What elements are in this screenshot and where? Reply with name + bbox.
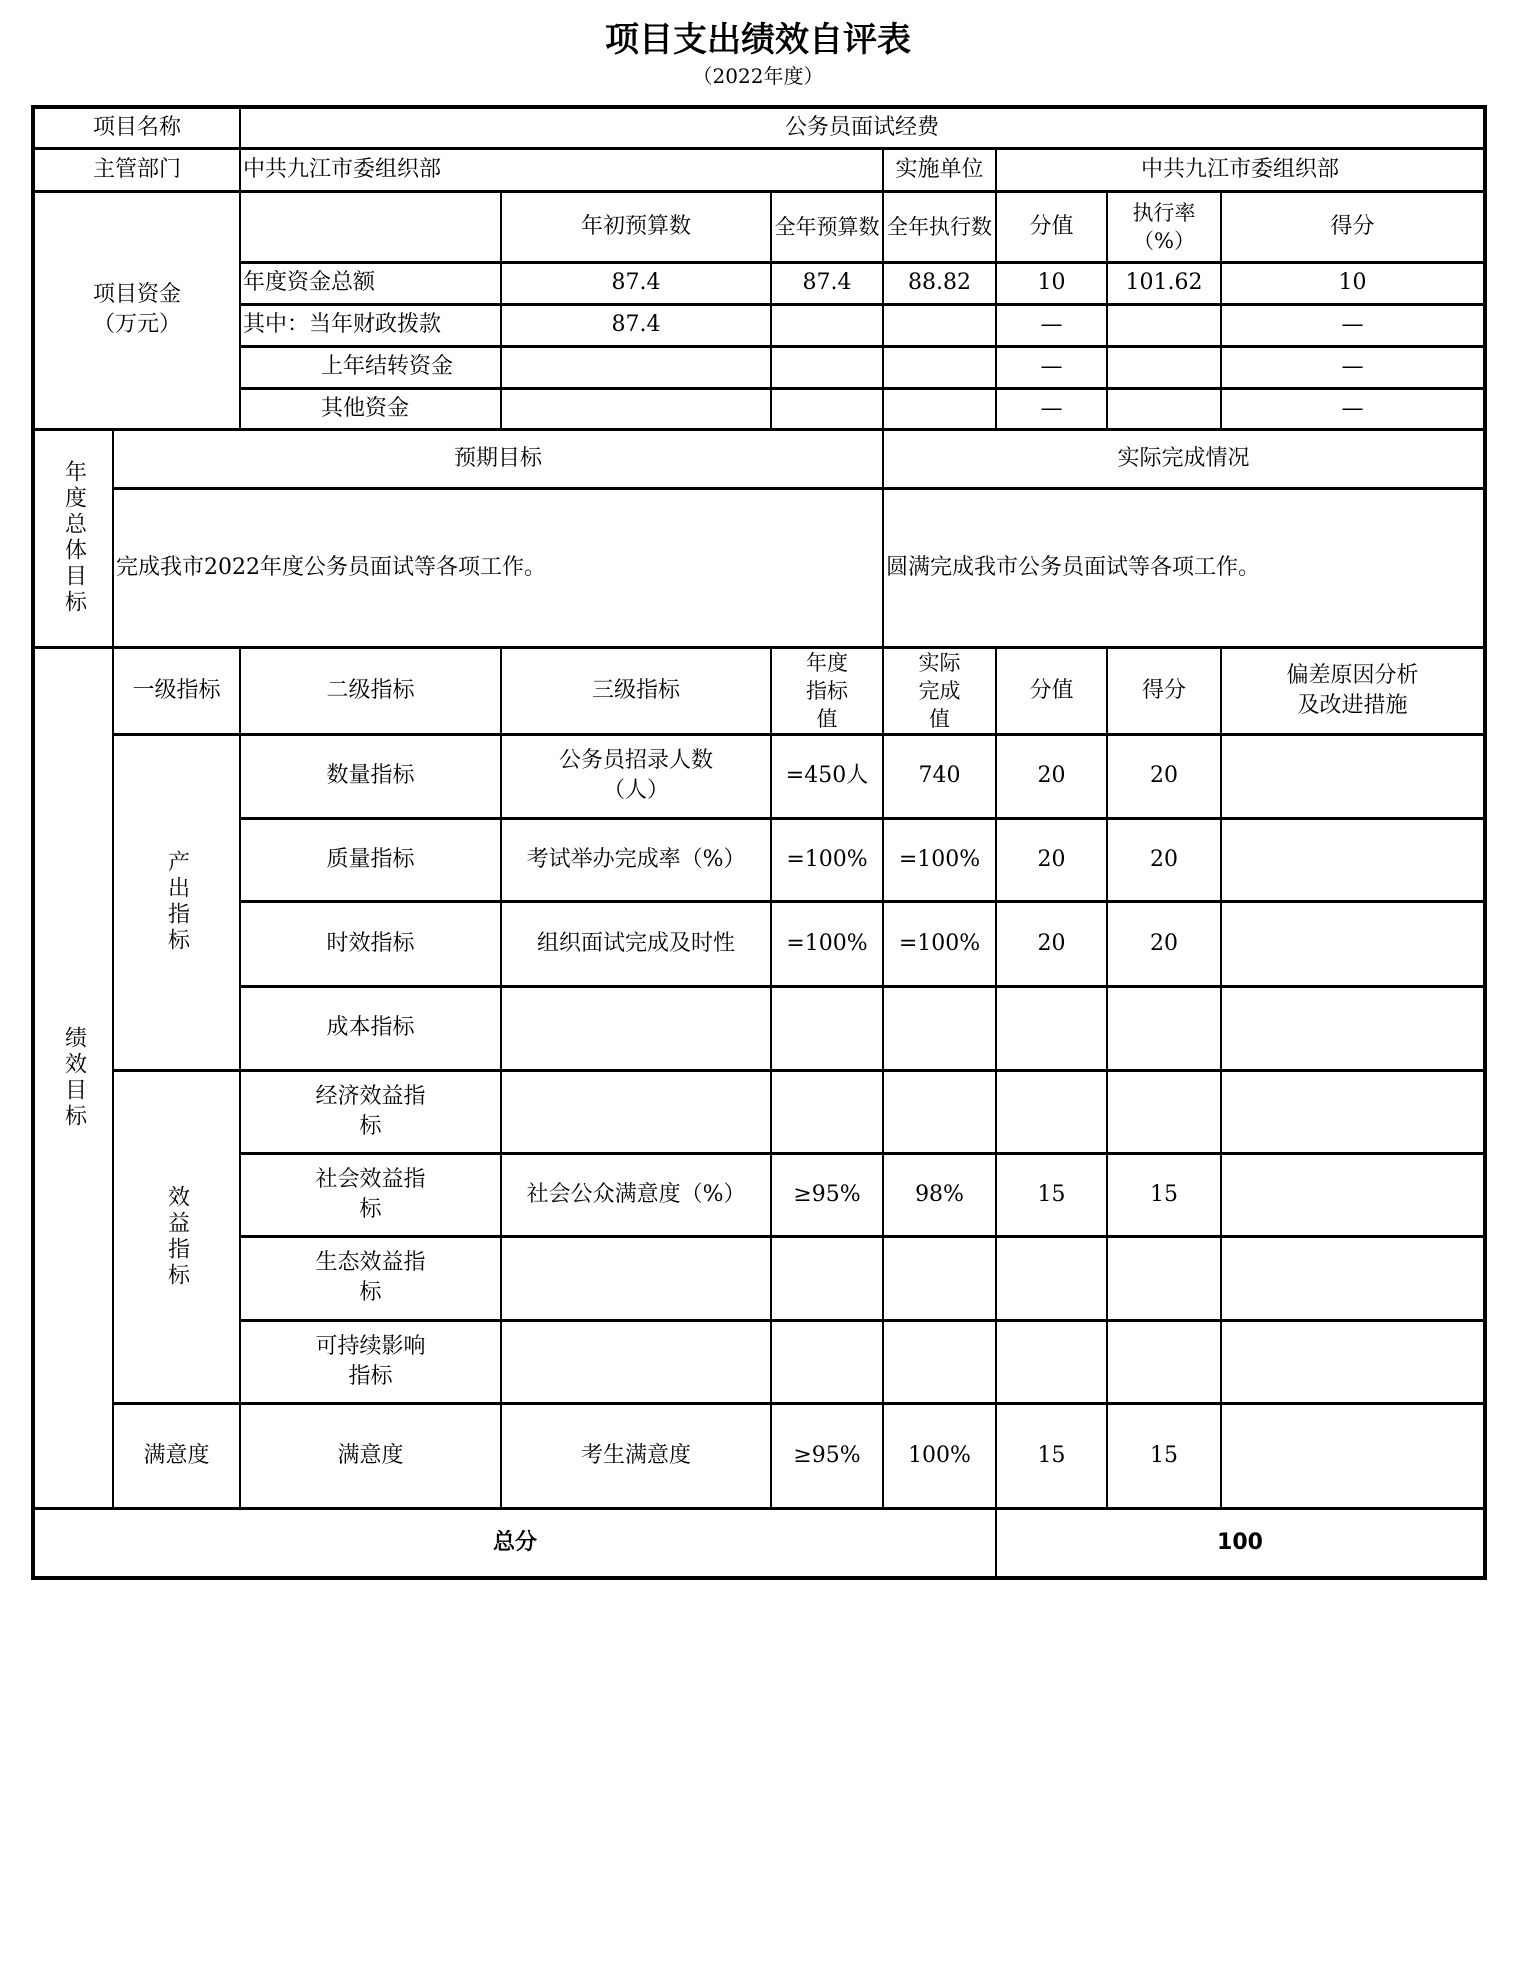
funds-executed: 88.82 (883, 262, 996, 304)
page-subtitle: （2022年度） (692, 64, 824, 88)
indicator-score: 15 (1107, 1403, 1221, 1508)
funds-score: — (1221, 346, 1485, 388)
funds-executed (883, 388, 996, 429)
funds-header: 得分 (1221, 191, 1485, 262)
funds-header: 执行率（%） (1107, 191, 1221, 262)
level3-text: 社会公众满意度（%） (526, 1181, 746, 1207)
funds-row-name: 其他资金 (240, 388, 501, 429)
total-value: 100 (996, 1508, 1485, 1578)
indicator-score (1107, 1236, 1221, 1320)
level2-indicator (240, 1320, 501, 1403)
level2-text: 社会效益指标 (315, 1166, 426, 1222)
level2-indicator (240, 1403, 501, 1508)
performance-header: 一级指标 (113, 647, 240, 734)
level2-indicator (240, 734, 501, 818)
indicator-score (1107, 1070, 1221, 1153)
indicator-deviation (1221, 1403, 1485, 1508)
indicator-target (771, 1070, 883, 1153)
level1-indicator: 产出指标 (113, 734, 240, 1070)
level3-text: 公务员招录人数（人） (559, 748, 714, 803)
level3-indicator (501, 818, 771, 901)
funds-rate: 101.62 (1107, 262, 1221, 304)
indicator-row (33, 1320, 1485, 1403)
indicator-score-value: 20 (996, 734, 1107, 818)
project-name-row (33, 107, 1485, 148)
funds-header: 年初预算数 (501, 191, 771, 262)
level3-indicator (501, 734, 771, 818)
indicator-actual (883, 986, 996, 1070)
funds-score: — (1221, 304, 1485, 346)
funds-initial: 87.4 (501, 262, 771, 304)
performance-header (771, 647, 883, 734)
funds-score-value: — (996, 304, 1107, 346)
indicator-target: ≥95% (771, 1403, 883, 1508)
blank-cell (240, 191, 501, 262)
level2-text: 质量指标 (326, 846, 415, 872)
level2-indicator (240, 986, 501, 1070)
indicator-row (33, 1403, 1485, 1508)
funds-header-row (33, 191, 1485, 262)
impl-label: 实施单位 (883, 148, 996, 191)
level2-indicator (240, 818, 501, 901)
actual-goal-label: 实际完成情况 (883, 429, 1485, 488)
indicator-deviation (1221, 1070, 1485, 1153)
funds-initial: 87.4 (501, 304, 771, 346)
funds-score: 10 (1221, 262, 1485, 304)
indicator-score (1107, 1320, 1221, 1403)
level3-indicator (501, 986, 771, 1070)
funds-initial (501, 388, 771, 429)
funds-rate (1107, 388, 1221, 429)
dept-value: 中共九江市委组织部 (240, 148, 883, 191)
expected-goal-text: 完成我市2022年度公务员面试等各项工作。 (113, 488, 883, 647)
indicator-target (771, 986, 883, 1070)
indicator-target: =450人 (771, 734, 883, 818)
funds-annual: 87.4 (771, 262, 883, 304)
performance-header: 三级指标 (501, 647, 771, 734)
indicator-score-value: 20 (996, 901, 1107, 986)
indicator-actual (883, 1070, 996, 1153)
indicator-actual (883, 1320, 996, 1403)
level2-indicator (240, 1153, 501, 1236)
funds-row-name: 上年结转资金 (240, 346, 501, 388)
funds-rate (1107, 304, 1221, 346)
level3-text: 考试举办完成率（%） (526, 846, 746, 872)
indicator-actual: =100% (883, 818, 996, 901)
funds-score: — (1221, 388, 1485, 429)
level3-text: 考生满意度 (581, 1442, 692, 1468)
indicator-actual: 100% (883, 1403, 996, 1508)
indicator-score-value (996, 986, 1107, 1070)
performance-header: 二级指标 (240, 647, 501, 734)
funds-row-name: 年度资金总额 (240, 262, 501, 304)
indicator-row (33, 1070, 1485, 1153)
indicator-deviation (1221, 734, 1485, 818)
total-label: 总分 (33, 1508, 996, 1578)
header-text: 偏差原因分析及改进措施 (1286, 662, 1419, 718)
funds-annual (771, 304, 883, 346)
project-name-label: 项目名称 (33, 107, 240, 148)
funds-row-name: 其中：当年财政拨款 (240, 304, 501, 346)
indicator-deviation (1221, 1236, 1485, 1320)
level2-text: 经济效益指标 (315, 1083, 426, 1139)
level2-text: 满意度 (337, 1442, 404, 1468)
goals-content-row (33, 488, 1485, 647)
funds-score-value: — (996, 388, 1107, 429)
indicator-row (33, 1153, 1485, 1236)
level3-indicator (501, 1153, 771, 1236)
funds-rate (1107, 346, 1221, 388)
indicator-score-value (996, 1236, 1107, 1320)
actual-goal-text: 圆满完成我市公务员面试等各项工作。 (883, 488, 1485, 647)
level1-indicator: 满意度 (113, 1403, 240, 1508)
indicator-score-value: 20 (996, 818, 1107, 901)
funds-executed (883, 346, 996, 388)
funds-row (33, 388, 1485, 429)
indicator-actual: 98% (883, 1153, 996, 1236)
level2-text: 成本指标 (326, 1015, 415, 1040)
dept-label: 主管部门 (33, 148, 240, 191)
evaluation-table (31, 105, 1487, 1580)
level2-text: 时效指标 (326, 930, 415, 956)
department-row (33, 148, 1485, 191)
level3-text: 组织面试完成及时性 (537, 930, 736, 956)
performance-label: 绩效目标 (33, 647, 113, 1508)
level2-indicator (240, 1236, 501, 1320)
header-text: 年度指标值 (806, 650, 849, 731)
funds-label: 项目资金（万元） (33, 191, 240, 429)
indicator-target: =100% (771, 818, 883, 901)
indicator-deviation (1221, 901, 1485, 986)
indicator-score: 15 (1107, 1153, 1221, 1236)
funds-row (33, 262, 1485, 304)
performance-header-row (33, 647, 1485, 734)
indicator-deviation (1221, 818, 1485, 901)
level2-text: 生态效益指标 (315, 1250, 426, 1305)
goals-header-row (33, 429, 1485, 488)
indicator-score: 20 (1107, 734, 1221, 818)
level3-indicator (501, 1403, 771, 1508)
indicator-score (1107, 986, 1221, 1070)
indicator-row (33, 1236, 1485, 1320)
performance-header (1221, 647, 1485, 734)
funds-score-value: — (996, 346, 1107, 388)
level3-indicator (501, 901, 771, 986)
funds-executed (883, 304, 996, 346)
indicator-score-value (996, 1320, 1107, 1403)
indicator-target (771, 1320, 883, 1403)
level3-indicator (501, 1070, 771, 1153)
funds-annual (771, 346, 883, 388)
level2-text: 数量指标 (326, 763, 415, 788)
indicator-row (33, 986, 1485, 1070)
expected-goal-label: 预期目标 (113, 429, 883, 488)
indicator-score-value: 15 (996, 1153, 1107, 1236)
funds-row (33, 304, 1485, 346)
funds-score-value: 10 (996, 262, 1107, 304)
level1-indicator: 效益指标 (113, 1070, 240, 1403)
indicator-deviation (1221, 1153, 1485, 1236)
total-row (33, 1508, 1485, 1578)
indicator-deviation (1221, 1320, 1485, 1403)
indicator-score-value (996, 1070, 1107, 1153)
indicator-row (33, 734, 1485, 818)
goals-label: 年度总体目标 (33, 429, 113, 647)
performance-header: 得分 (1107, 647, 1221, 734)
funds-row (33, 346, 1485, 388)
indicator-target: ≥95% (771, 1153, 883, 1236)
indicator-target: =100% (771, 901, 883, 986)
funds-initial (501, 346, 771, 388)
page-title: 项目支出绩效自评表 (605, 20, 911, 60)
performance-header: 分值 (996, 647, 1107, 734)
indicator-score-value: 15 (996, 1403, 1107, 1508)
performance-header (883, 647, 996, 734)
indicator-row (33, 901, 1485, 986)
funds-header: 全年执行数 (883, 191, 996, 262)
funds-header: 全年预算数 (771, 191, 883, 262)
funds-annual (771, 388, 883, 429)
indicator-row (33, 818, 1485, 901)
indicator-score: 20 (1107, 818, 1221, 901)
level2-indicator (240, 901, 501, 986)
level3-indicator (501, 1320, 771, 1403)
impl-value: 中共九江市委组织部 (996, 148, 1485, 191)
indicator-actual (883, 1236, 996, 1320)
level2-text: 可持续影响指标 (315, 1333, 426, 1389)
funds-header: 分值 (996, 191, 1107, 262)
indicator-deviation (1221, 986, 1485, 1070)
indicator-actual: 740 (883, 734, 996, 818)
indicator-actual: =100% (883, 901, 996, 986)
level2-indicator (240, 1070, 501, 1153)
project-name-value: 公务员面试经费 (240, 107, 1485, 148)
header-text: 实际完成值 (918, 650, 961, 731)
level3-indicator (501, 1236, 771, 1320)
indicator-score: 20 (1107, 901, 1221, 986)
indicator-target (771, 1236, 883, 1320)
